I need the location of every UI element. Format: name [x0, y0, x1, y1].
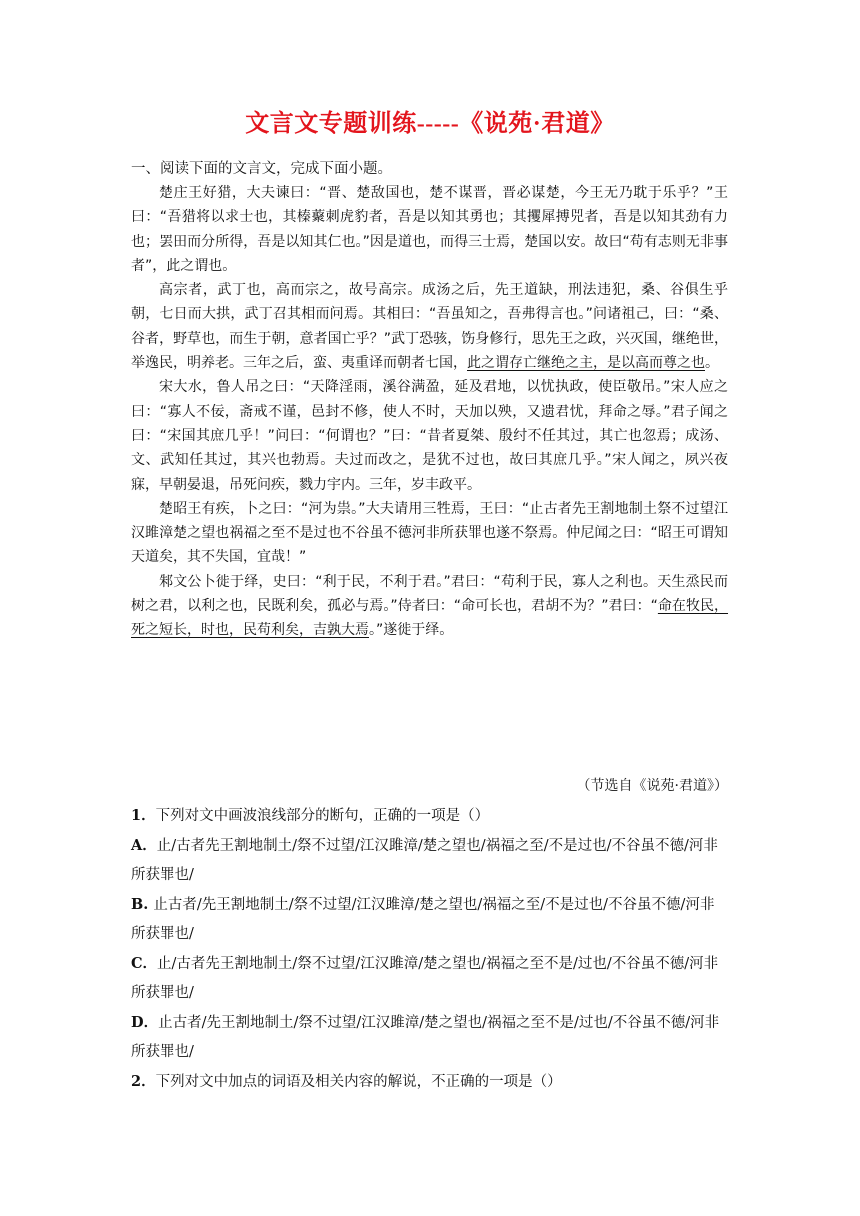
questions	[131, 801, 728, 1097]
passage-paragraph: 楚昭王有疾，卜之曰：“河为祟。”大夫请用三牲焉，王曰：“止古者先王割地制土祭不过望江汉雎漳楚之望也祸福之至不是过也不谷虽不德河非所获罪也遂不祭焉。仲尼闻之曰：“昭王可谓知天道矣，其不失国，宜哉！”	[131, 500, 728, 566]
option-b	[131, 890, 728, 949]
option-c	[131, 949, 728, 1008]
underlined-sentence: 此之谓存亡继绝之主，是以高而尊之也	[467, 355, 705, 372]
paragraph-text: 。”遂徙于绎。	[369, 622, 454, 639]
paragraph-text: 邾文公卜徙于绎，史曰：“利于民，不利于君。”君曰：“苟利于民，寡人之利也。天生烝民而树之君，以利之也，民既利矣，孤必与焉。”侍者曰：“命可长也，君胡不为？”君曰：“	[131, 573, 728, 615]
underlined-sentence: 命在牧民，死之短长，时也，民苟利矣，吉孰大焉	[131, 598, 729, 639]
page-title: 文言文专题训练-----《说苑·君道》	[245, 111, 615, 137]
option-label: D．	[131, 1014, 159, 1031]
option-label: B.	[131, 896, 154, 913]
passage-paragraph: 楚庄王好猎，大夫谏曰：“晋、楚敌国也，楚不谋晋，晋必谋楚，今王无乃耽于乐乎？”王曰：“吾猎将以求士也，其榛藂刺虎豹者，吾是以知其勇也；其攫犀搏兕者，吾是以知其劲有力也；罢田而分所得，吾是以知其仁也。”因是道也，而得三士焉，楚国以安。故曰“苟有志则无非事者”，此之谓也。	[131, 185, 728, 274]
option-label: A．	[131, 837, 157, 854]
passage-paragraph	[131, 278, 728, 375]
question-1	[131, 801, 728, 831]
question-number: 2．	[131, 1073, 156, 1090]
option-text: 止/古者先王割地制土/祭不过望/江汉雎漳/楚之望也/祸福之至/不是过也/不谷虽不德/河非所获罪也/	[131, 838, 718, 883]
question-stem: 下列对文中加点的词语及相关内容的解说，不正确的一项是（）	[155, 1074, 562, 1090]
option-text: 止古者/先王割地制土/祭不过望/江汉雎漳/楚之望也/祸福之至不是/过也/不谷虽不德/河非所获罪也/	[131, 1015, 720, 1060]
question-number: 1．	[131, 807, 156, 824]
option-d	[131, 1008, 728, 1067]
question-stem: 下列对文中画波浪线部分的断句，正确的一项是（）	[155, 808, 490, 824]
section-heading: 一、阅读下面的文言文，完成下面小题。	[131, 161, 392, 177]
passage	[131, 181, 728, 643]
passage-paragraph: 宋大水，鲁人吊之曰：“天降淫雨，溪谷满盈，延及君地，以忧执政，使臣敬吊。”宋人应之曰：“寡人不佞，斋戒不谨，邑封不修，使人不时，天加以殃，又遗君忧，拜命之辱。”君子闻之曰：“宋国其庶几乎！”问曰：“何谓也？”曰：“昔者夏桀、殷纣不任其过，其亡也忽焉；成汤、文、武知任其过，其兴也勃焉。夫过而改之，是犹不过也，故曰其庶几乎。”宋人闻之，夙兴夜寐，早朝晏退，吊死问疾，戮力宇内。三年，岁丰政平。	[131, 379, 728, 493]
option-a	[131, 831, 728, 890]
source-citation: （节选自《说苑·君道》）	[576, 778, 728, 794]
option-text: 止/古者先王割地制土/祭不过望/江汉雎漳/楚之望也/祸福之至不是/过也/不谷虽不德/河非所获罪也/	[131, 956, 719, 1001]
question-2	[131, 1067, 728, 1097]
option-label: C．	[131, 955, 158, 972]
passage-paragraph	[131, 570, 728, 643]
option-text: 止古者/先王割地制土/祭不过望/江汉雎漳/楚之望也/祸福之至/不是过也/不谷虽不德/河非所获罪也/	[131, 897, 715, 942]
paragraph-text: 高宗者，武丁也，高而宗之，故号高宗。成汤之后，先王道缺，刑法违犯，桑、谷俱生乎朝，七日而大拱，武丁召其相而问焉。其相曰：“吾虽知之，吾弗得言也。”问诸祖己，曰：“桑、谷者，野草也，而生于朝，意者国亡乎？”武丁恐骇，饬身修行，思先王之政，兴灭国，继绝世，举逸民，明养老。三年之后，蛮、夷重译而朝者七国，	[131, 282, 728, 372]
paragraph-text: 。	[705, 355, 719, 372]
